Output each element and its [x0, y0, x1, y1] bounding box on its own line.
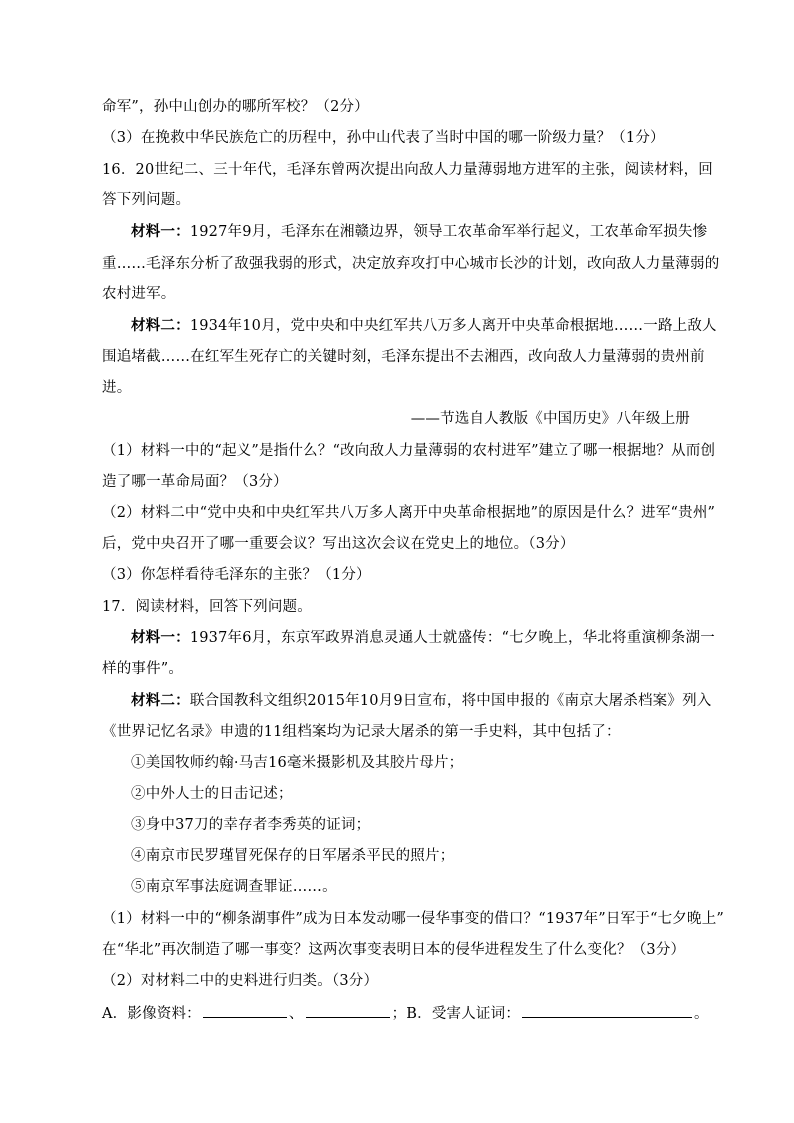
material-1-line [131, 222, 707, 242]
material-17-2-line: 《世界记忆名录》申遗的11组档案均为记录大屠杀的第一手史料，其中包括了： [102, 724, 621, 740]
list-item: ②中外人士的日击记述； [131, 786, 293, 802]
material-2-line: 围追堵截……在红军生死存亡的关键时刻，毛泽东提出不去湘西，改向敌人力量薄弱的贵州前 [102, 349, 705, 365]
question-15-3: （3）在挽救中华民族危亡的历程中，孙中山代表了当时中国的哪一阶级力量？（1分） [102, 130, 665, 146]
material-17-2-line [131, 691, 712, 711]
fill-separator: 、 [288, 1006, 304, 1022]
question-16-1-cont: 造了哪一革命局面？（3分） [102, 474, 288, 490]
material-1-line: 农村进军。 [102, 286, 176, 302]
source-citation: ——节选自人教版《中国历史》八年级上册 [410, 411, 690, 427]
material-text: 联合国教科文组织2015年10月9日宣布，将中国申报的《南京大屠杀档案》列入 [189, 693, 712, 709]
fill-in-line [102, 1003, 709, 1024]
fill-label-b: ；B．受害人证词： [391, 1006, 521, 1022]
answer-blank[interactable] [306, 1003, 390, 1018]
material-label: 材料一： [131, 223, 190, 240]
material-2-line [131, 316, 717, 336]
material-1-line: 重……毛泽东分析了敌强我弱的形式，决定放弃攻打中心城市长沙的计划，改向敌人力量薄弱的 [102, 256, 720, 272]
material-17-1-line [131, 628, 715, 648]
material-text: 1937年6月，东京军政界消息灵通人士就盛传：“七夕晚上，华北将重演柳条湖一 [189, 630, 715, 646]
material-label: 材料一： [131, 629, 190, 646]
question-16-intro: 16．20世纪二、三十年代，毛泽东曾两次提出向敌人力量薄弱地方进军的主张，阅读材料，回 [102, 162, 713, 178]
list-item: ①美国牧师约翰·马吉16毫米摄影机及其胶片母片； [131, 755, 464, 771]
question-16-3: （3）你怎样看待毛泽东的主张？（1分） [102, 567, 371, 583]
fill-end: 。 [694, 1006, 709, 1022]
question-17-1-cont: 在“华北”再次制造了哪一事变？这两次事变表明日本的侵华进程发生了什么变化？（3分） [102, 942, 686, 958]
question-16-2: （2）材料二中“党中央和中央红军共八万多人离开中央革命根据地”的原因是什么？进军“贵州” [102, 505, 716, 521]
answer-blank[interactable] [522, 1003, 692, 1018]
question-17-1: （1）材料一中的“柳条湖事件”成为日本发动哪一侵华事变的借口？“1937年”日军于“七夕晚上” [102, 911, 725, 927]
list-item: ③身中37刀的幸存者李秀英的证词； [131, 817, 371, 833]
text-line: 命军”，孙中山创办的哪所军校？（2分） [102, 99, 369, 115]
answer-blank[interactable] [203, 1003, 287, 1018]
material-text: 1934年10月，党中央和中央红军共八万多人离开中央革命根据地……一路上敌人 [189, 318, 717, 334]
list-item: ④南京市民罗瑾冒死保存的日军屠杀平民的照片； [131, 848, 455, 864]
fill-label-a: A．影像资料： [102, 1006, 201, 1022]
question-17-intro: 17．阅读材料，回答下列问题。 [102, 599, 312, 615]
material-label: 材料二： [131, 317, 190, 334]
question-16-intro-cont: 答下列问题。 [102, 192, 191, 208]
question-17-2: （2）对材料二中的史料进行归类。（3分） [102, 973, 379, 989]
material-17-1-line: 样的事件”。 [102, 661, 184, 677]
question-16-1: （1）材料一中的“起义”是指什么？“改向敌人力量薄弱的农村进军”建立了哪一根据地？从而创 [102, 443, 716, 459]
material-label: 材料二： [131, 692, 190, 709]
material-text: 1927年9月，毛泽东在湘赣边界，领导工农革命军举行起义，工农革命军损失惨 [189, 224, 708, 240]
list-item: ⑤南京军事法庭调查罪证……。 [131, 879, 337, 895]
material-2-line: 进。 [102, 380, 132, 396]
question-16-2-cont: 后，党中央召开了哪一重要会议？写出这次会议在党史上的地位。（3分） [102, 536, 575, 552]
